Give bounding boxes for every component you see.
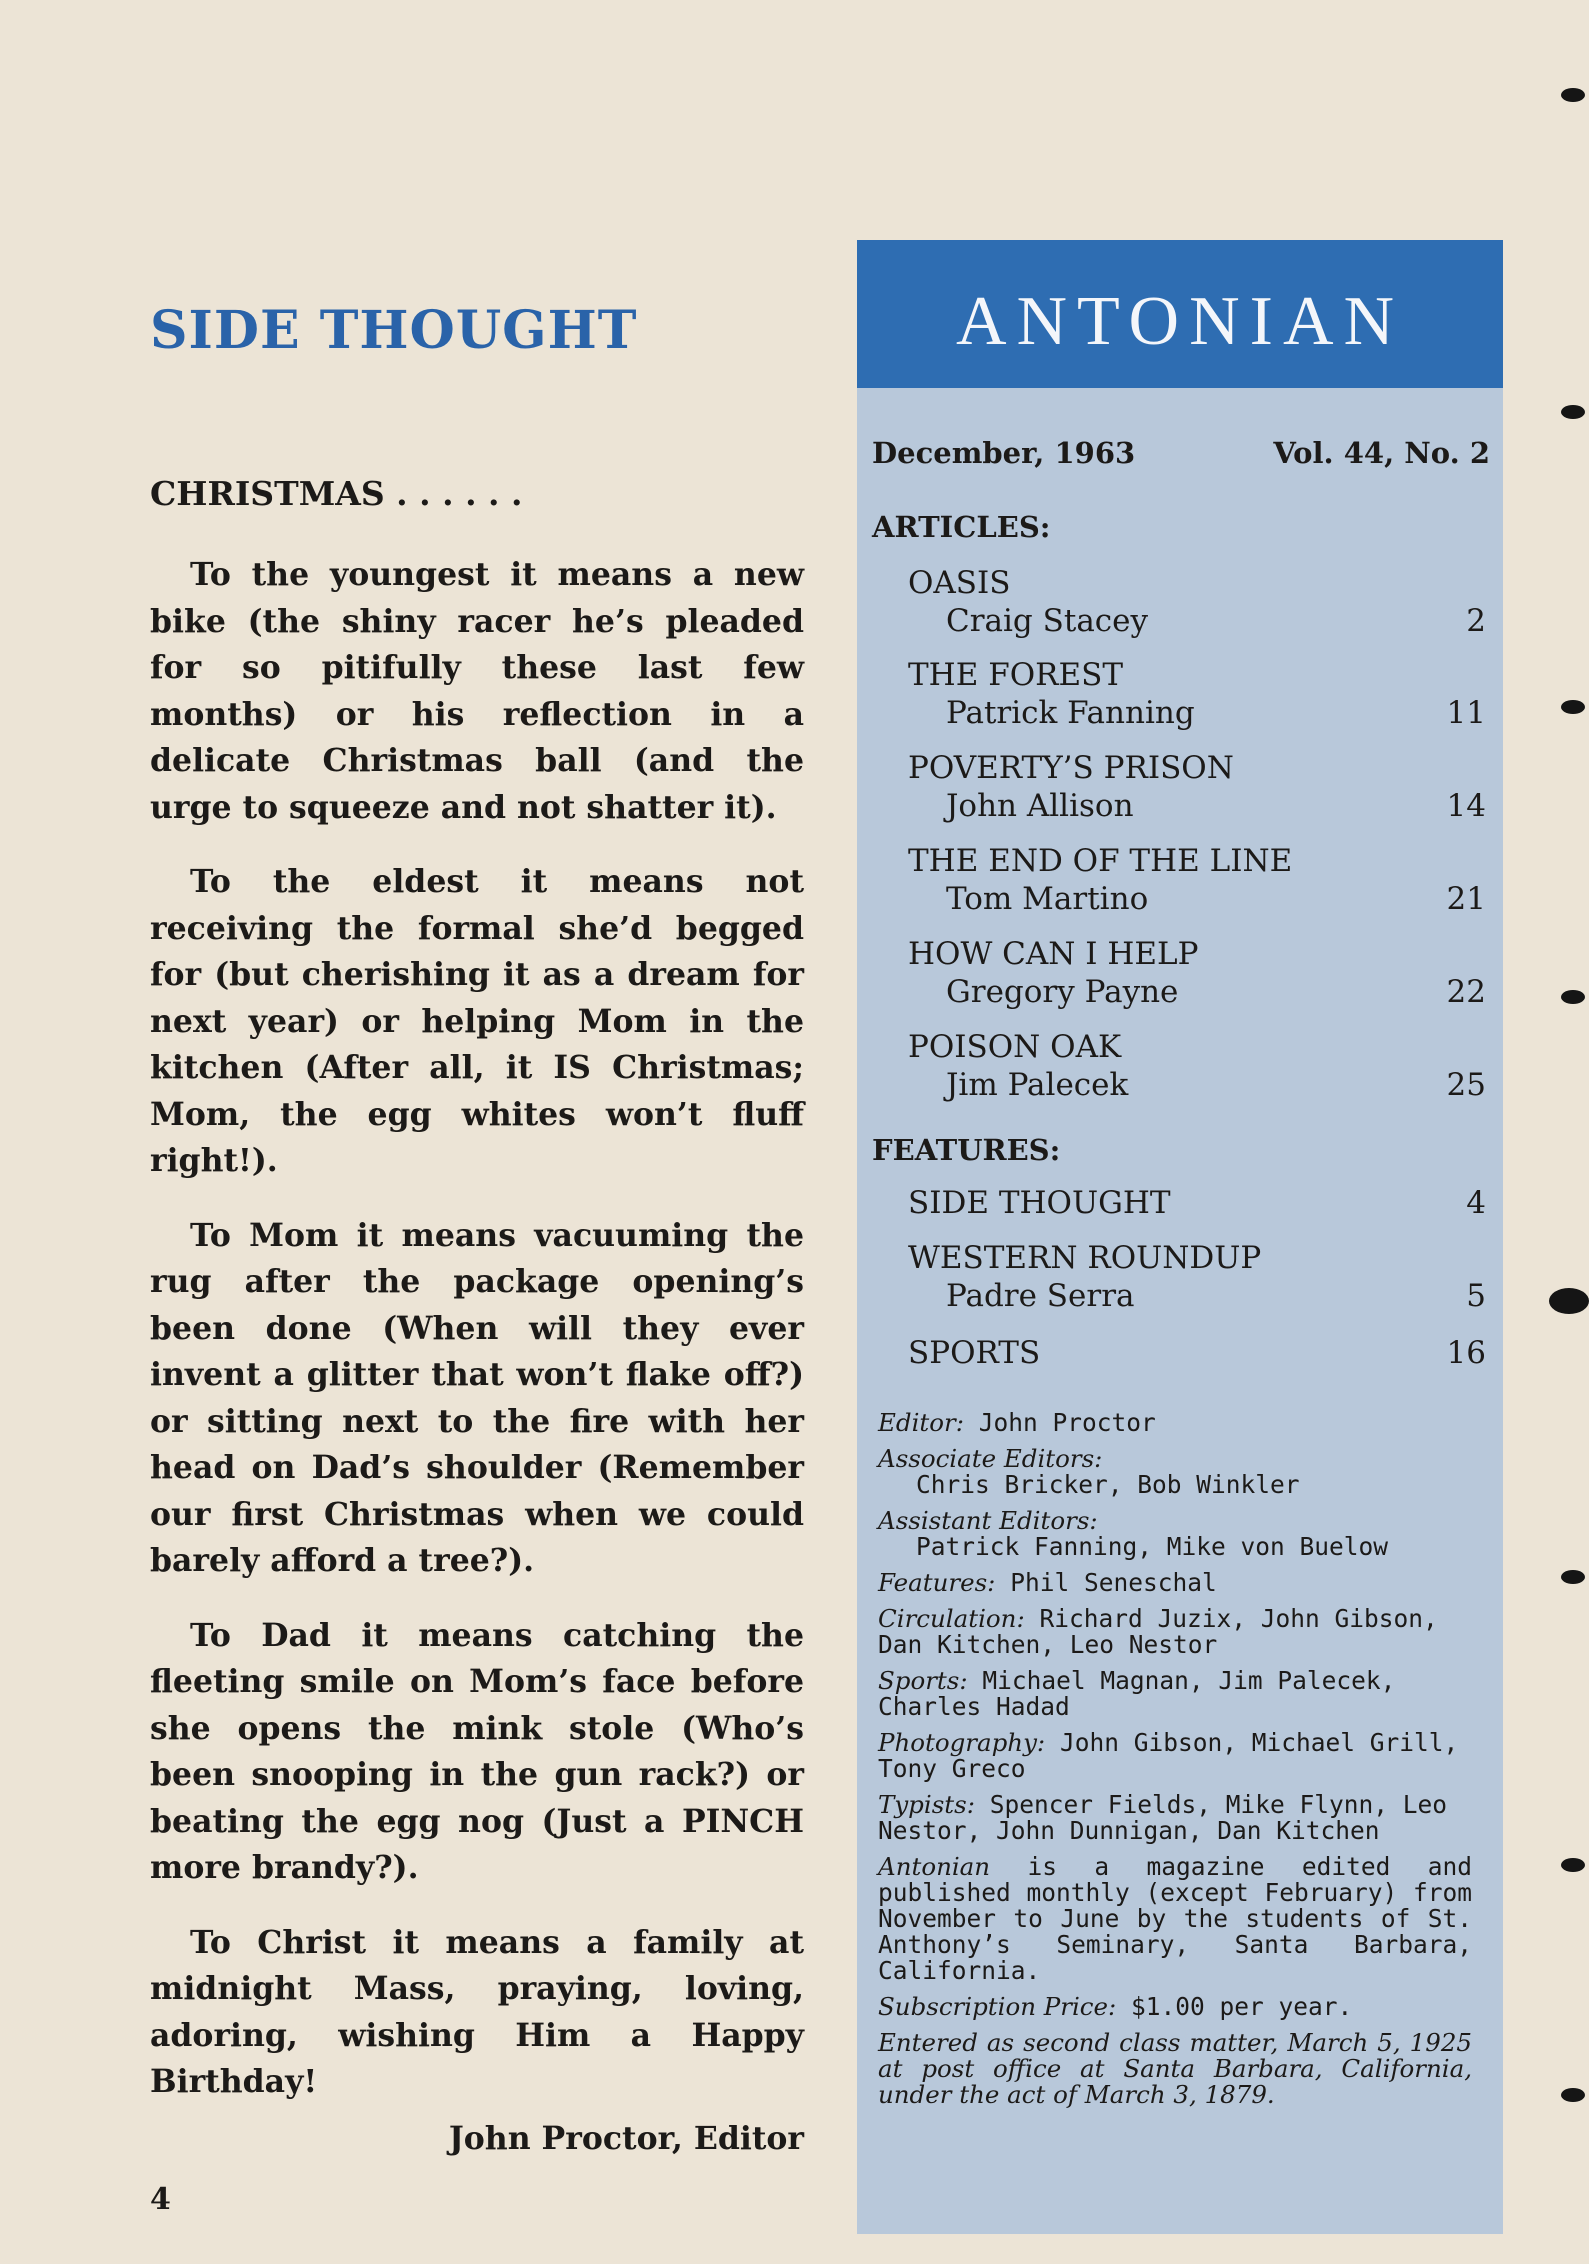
binding-hole: [1561, 990, 1585, 1004]
toc-page: 2: [1466, 603, 1486, 639]
credit-value: Phil Seneschal: [1010, 1568, 1217, 1597]
credit-label: Associate Editors:: [878, 1444, 1103, 1473]
toc-page: 14: [1446, 788, 1486, 824]
binding-hole: [1549, 1288, 1589, 1314]
masthead-title: ANTONIAN: [955, 283, 1405, 360]
credit-value: $1.00 per year.: [1131, 1992, 1353, 2021]
toc-page: 4: [1466, 1185, 1486, 1221]
paragraph: To the eldest it means not receiving the formal she’d begged for (but cherishing it as a dream for next year) or helping Mom in the kitchen (After all, it IS Christmas; Mom, the egg whites won’t fluff right!).: [150, 863, 804, 1179]
credit-value: Richard Juzix, John Gibson, Dan Kitchen, Leo Nestor: [878, 1604, 1438, 1659]
toc-title: SPORTS: [908, 1335, 1041, 1371]
credit-sports: [878, 1668, 1472, 1720]
toc-page: 22: [1446, 974, 1486, 1010]
editor-signature: John Proctor, Editor: [448, 2120, 804, 2157]
features-heading: FEATURES:: [872, 1133, 1061, 1167]
toc-title: THE END OF THE LINE: [908, 843, 1293, 879]
binding-hole: [1561, 405, 1585, 419]
toc-page: 5: [1466, 1278, 1486, 1314]
credit-label: Sports:: [878, 1666, 968, 1695]
page-number: 4: [150, 2182, 171, 2217]
staff-credits: [878, 1410, 1472, 2118]
side-thought-title: SIDE THOUGHT: [150, 300, 638, 361]
credit-label: Photography:: [878, 1728, 1046, 1757]
toc-page: 21: [1446, 881, 1486, 917]
issue-line: [872, 436, 1490, 470]
credit-label: Features:: [878, 1568, 996, 1597]
about-text: is a magazine edited and published monthly (except February) from November to June by the students of St. Anthony’s Seminary, Santa Barbara, California.: [878, 1852, 1472, 1985]
toc-author: Gregory Payne: [946, 974, 1179, 1010]
toc-author: John Allison: [946, 788, 1134, 824]
toc-author: Patrick Fanning: [946, 695, 1195, 731]
binding-hole: [1561, 1858, 1585, 1872]
toc-author: Jim Palecek: [946, 1067, 1129, 1103]
credit-editor: [878, 1410, 1472, 1436]
issue-date: December, 1963: [872, 436, 1136, 470]
credit-associate-editors: [878, 1446, 1472, 1498]
credit-label: Circulation:: [878, 1604, 1025, 1633]
toc-page: 16: [1446, 1335, 1486, 1371]
entry-text: Entered as second class matter, March 5, 1925 at post office at Santa Barbara, California, under the act of March 3, 1879.: [878, 2028, 1472, 2109]
credit-label: Subscription Price:: [878, 1992, 1117, 2021]
binding-hole: [1561, 700, 1585, 714]
christmas-heading: CHRISTMAS . . . . . .: [150, 474, 523, 513]
paragraph: To the youngest it means a new bike (the shiny racer he’s pleaded for so pitifully these last few months) or his reflection in a delicate Christmas ball (and the urge to squeeze and not shatter it).: [150, 556, 804, 826]
credit-label: Assistant Editors:: [878, 1506, 1098, 1535]
credit-label: Editor:: [878, 1408, 964, 1437]
paragraph: To Dad it means catching the fleeting smile on Mom’s face before she opens the mink stole (Who’s been snooping in the gun rack?) or beating the egg nog (Just a PINCH more brandy?).: [150, 1616, 804, 1886]
toc-page: 25: [1446, 1067, 1486, 1103]
toc-author: Craig Stacey: [946, 603, 1149, 639]
credit-value: Patrick Fanning, Mike von Buelow: [916, 1532, 1389, 1561]
credit-about: [878, 1854, 1472, 1984]
binding-hole: [1561, 1570, 1585, 1584]
toc-page: 11: [1446, 695, 1486, 731]
credit-entry: [878, 2030, 1472, 2108]
credit-label: Typists:: [878, 1790, 975, 1819]
toc-title: POISON OAK: [908, 1029, 1122, 1065]
credit-photography: [878, 1730, 1472, 1782]
toc-title: SIDE THOUGHT: [908, 1185, 1171, 1221]
binding-hole: [1561, 2088, 1585, 2102]
credit-typists: [878, 1792, 1472, 1844]
toc-title: WESTERN ROUNDUP: [908, 1240, 1262, 1276]
credit-value: John Gibson, Michael Grill, Tony Greco: [878, 1728, 1459, 1783]
credit-value: Spencer Fields, Mike Flynn, Leo Nestor, John Dunnigan, Dan Kitchen: [878, 1790, 1447, 1845]
toc-title: OASIS: [908, 565, 1011, 601]
credit-assistant-editors: [878, 1508, 1472, 1560]
toc-title: THE FOREST: [908, 657, 1124, 693]
toc-author: Padre Serra: [946, 1278, 1135, 1314]
issue-volume: Vol. 44, No. 2: [1273, 436, 1490, 470]
magazine-name: Antonian: [878, 1852, 991, 1881]
credit-features: [878, 1570, 1472, 1596]
toc-author: Tom Martino: [946, 881, 1149, 917]
articles-heading: ARTICLES:: [872, 510, 1051, 544]
binding-hole: [1561, 88, 1585, 102]
toc-title: POVERTY’S PRISON: [908, 750, 1234, 786]
credit-value: John Proctor: [978, 1408, 1156, 1437]
credit-circulation: [878, 1606, 1472, 1658]
credit-subscription: [878, 1994, 1472, 2020]
masthead-banner: [857, 240, 1503, 388]
editorial-body: [150, 552, 804, 2134]
paragraph: To Christ it means a family at midnight Mass, praying, loving, adoring, wishing Him a Happy Birthday!: [150, 1923, 804, 2100]
toc-title: HOW CAN I HELP: [908, 936, 1199, 972]
credit-value: Michael Magnan, Jim Palecek, Charles Hadad: [878, 1666, 1396, 1721]
paragraph: To Mom it means vacuuming the rug after the package opening’s been done (When will they ever invent a glitter that won’t flake off?) or sitting next to the fire with her head on Dad’s shoulder (Remember our first Christmas when we could barely afford a tree?).: [150, 1216, 804, 1579]
credit-value: Chris Bricker, Bob Winkler: [916, 1470, 1300, 1499]
